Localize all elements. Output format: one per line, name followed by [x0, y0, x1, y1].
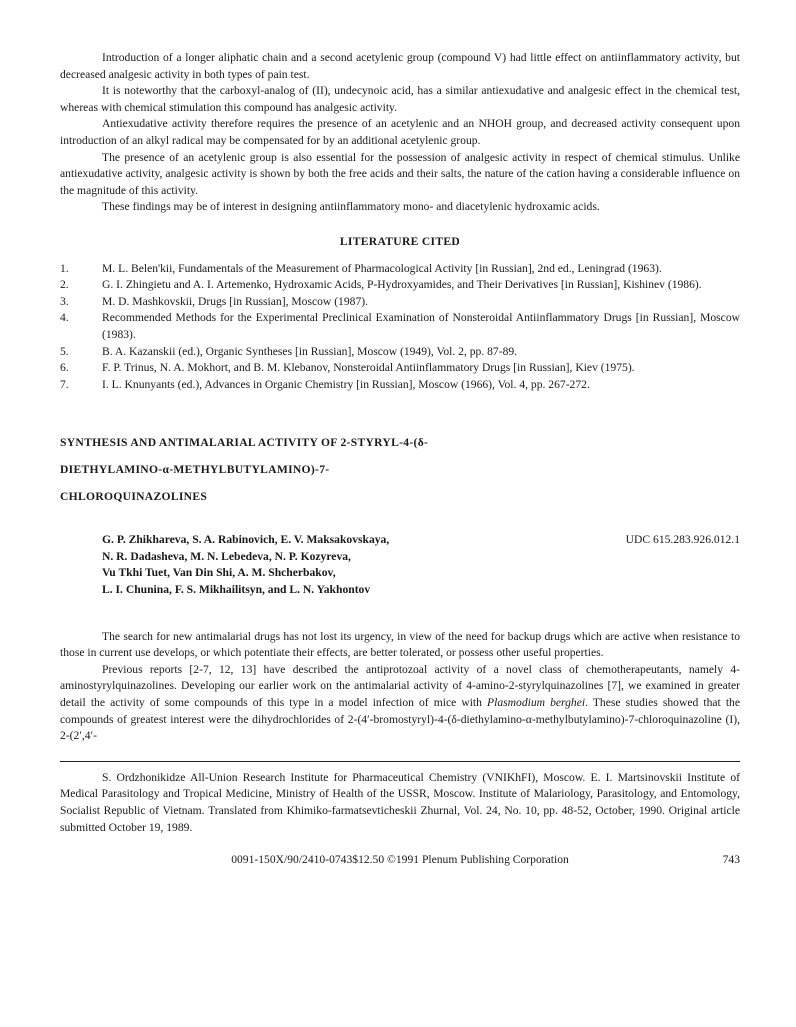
page-footer — [60, 852, 740, 870]
reference-number: 7. — [60, 377, 69, 391]
author-line: N. R. Dadasheva, M. N. Lebedeva, N. P. Kozyreva, — [102, 549, 351, 563]
reference-item — [60, 277, 740, 294]
article-title — [60, 435, 740, 516]
document-page — [60, 50, 740, 870]
affiliation-footnote: S. Ordzhonikidze All-Union Research Institute for Pharmaceutical Chemistry (VNIKhFI), Moscow. E. I. Martsinovskii Institute of Medical Parasitology and Tropical Medicine, Ministry of Health of the USSR, Moscow. Institute of Malariology, Parasitology, and Entomology, Socialist Republic of Vietnam. Translated from Khimiko-farmatsevticheskii Zhurnal, Vol. 24, No. 10, pp. 48-52, October, 1990. Original article submitted October 19, 1989. — [60, 770, 740, 834]
reference-text: M. D. Mashkovskii, Drugs [in Russian], Moscow (1987). — [102, 294, 369, 308]
body-paragraph: The search for new antimalarial drugs has not lost its urgency, in view of the need for backup drugs which are active when resistance to those in current use develops, or which potentiate their effects, are better tolerated, or possess other useful properties. — [60, 629, 740, 660]
body-paragraph: It is noteworthy that the carboxyl-analog of (II), undecynoic acid, has a similar antiexudative and analgesic effect in the chemical test, whereas with chemical stimulation this compound has analgesic activity. — [60, 84, 740, 114]
article-title-line: SYNTHESIS AND ANTIMALARIAL ACTIVITY OF 2-STYRYL-4-(δ- — [60, 436, 429, 450]
reference-item — [60, 360, 740, 377]
reference-text: F. P. Trinus, N. A. Mokhort, and B. M. Klebanov, Nonsteroidal Antiinflammatory Drugs [in Russian], Kiev (1975). — [102, 361, 635, 375]
reference-text: M. L. Belen'kii, Fundamentals of the Measurement of Pharmacological Activity [in Russian], 2nd ed., Leningrad (1963). — [102, 261, 662, 275]
reference-item — [60, 261, 740, 278]
body-paragraph — [60, 662, 740, 745]
reference-number: 5. — [60, 344, 69, 358]
reference-number: 2. — [60, 278, 69, 292]
page-number: 743 — [722, 853, 740, 867]
literature-heading: LITERATURE CITED — [339, 234, 461, 248]
reference-text: I. L. Knunyants (ed.), Advances in Organic Chemistry [in Russian], Moscow (1966), Vol. 4, pp. 267-272. — [102, 377, 590, 391]
reference-text: B. A. Kazanskii (ed.), Organic Syntheses [in Russian], Moscow (1949), Vol. 2, pp. 87-89. — [102, 344, 518, 358]
reference-text: Recommended Methods for the Experimental Preclinical Examination of Nonsteroidal Antiinflammatory Drugs [in Russian], Moscow (1983). — [102, 311, 740, 341]
body-paragraph: These findings may be of interest in designing antiinflammatory mono- and diacetylenic hydroxamic acids. — [102, 200, 600, 214]
article-title-line: CHLOROQUINAZOLINES — [60, 490, 208, 504]
article-body — [60, 629, 740, 745]
author-line: L. I. Chunina, F. S. Mikhailitsyn, and L. N. Yakhontov — [102, 583, 371, 597]
reference-text: G. I. Zhingietu and A. I. Artemenko, Hydroxamic Acids, P-Hydroxyamides, and Their Derivatives [in Russian], Kishinev (1986). — [102, 278, 702, 292]
reference-item — [60, 377, 740, 394]
paragraph-text: . These studies showed that the compounds of greatest interest were the dihydrochlorides of 2-(4′-bromostyryl)-4-(δ-diethylamino-α-methylbutylamino)-7-chloroquinazoline (I), 2-(2′,4′- — [60, 696, 740, 743]
reference-number: 3. — [60, 294, 69, 308]
author-line: G. P. Zhikhareva, S. A. Rabinovich, E. V. Maksakovskaya, — [102, 533, 390, 547]
body-paragraph: Antiexudative activity therefore requires the presence of an acetylenic and an NHOH group, and decreased activity consequent upon introduction of an alkyl radical may be compensated for by an additional acetylenic group. — [60, 117, 740, 147]
body-paragraph: The presence of an acetylenic group is also essential for the possession of analgesic activity in respect of chemical stimulus. Unlike antiexudative activity, analgesic activity is shown by both the free acids and their salts, the nature of the cation having a considerable influence on the magnitude of this activity. — [60, 150, 740, 197]
copyright-line: 0091-150X/90/2410-0743$12.50 ©1991 Plenum Publishing Corporation — [231, 853, 569, 867]
reference-item — [60, 344, 740, 361]
reference-list — [60, 261, 740, 394]
paragraph-text: Previous reports [2-7, 12, 13] have described the antiprotozoal activity of a novel class of chemotherapeutants, namely 4-aminostyrylquinazolines. Developing our earlier work on the antimalarial activity of 4-amino-2-styrylquinazolines [7], we examined in greater detail the activity of some compounds of this type in a model infection of mice with — [60, 662, 740, 710]
reference-item — [60, 294, 740, 311]
reference-number: 4. — [60, 311, 69, 325]
reference-number: 1. — [60, 261, 69, 275]
author-line: Vu Tkhi Tuet, Van Din Shi, A. M. Shcherbakov, — [102, 566, 336, 580]
species-name: Plasmodium berghei — [487, 696, 586, 710]
udc-code: UDC 615.283.926.012.1 — [625, 533, 740, 547]
reference-number: 6. — [60, 361, 69, 375]
reference-item — [60, 310, 740, 343]
article-title-line: DIETHYLAMINO-α-METHYLBUTYLAMINO)-7- — [60, 463, 330, 477]
intro-section — [60, 50, 740, 216]
footnote-divider — [60, 761, 740, 762]
body-paragraph: Introduction of a longer aliphatic chain and a second acetylenic group (compound V) had little effect on antiinflammatory activity, but decreased analgesic activity in both types of pain test. — [60, 51, 740, 81]
authors-block — [60, 532, 740, 598]
